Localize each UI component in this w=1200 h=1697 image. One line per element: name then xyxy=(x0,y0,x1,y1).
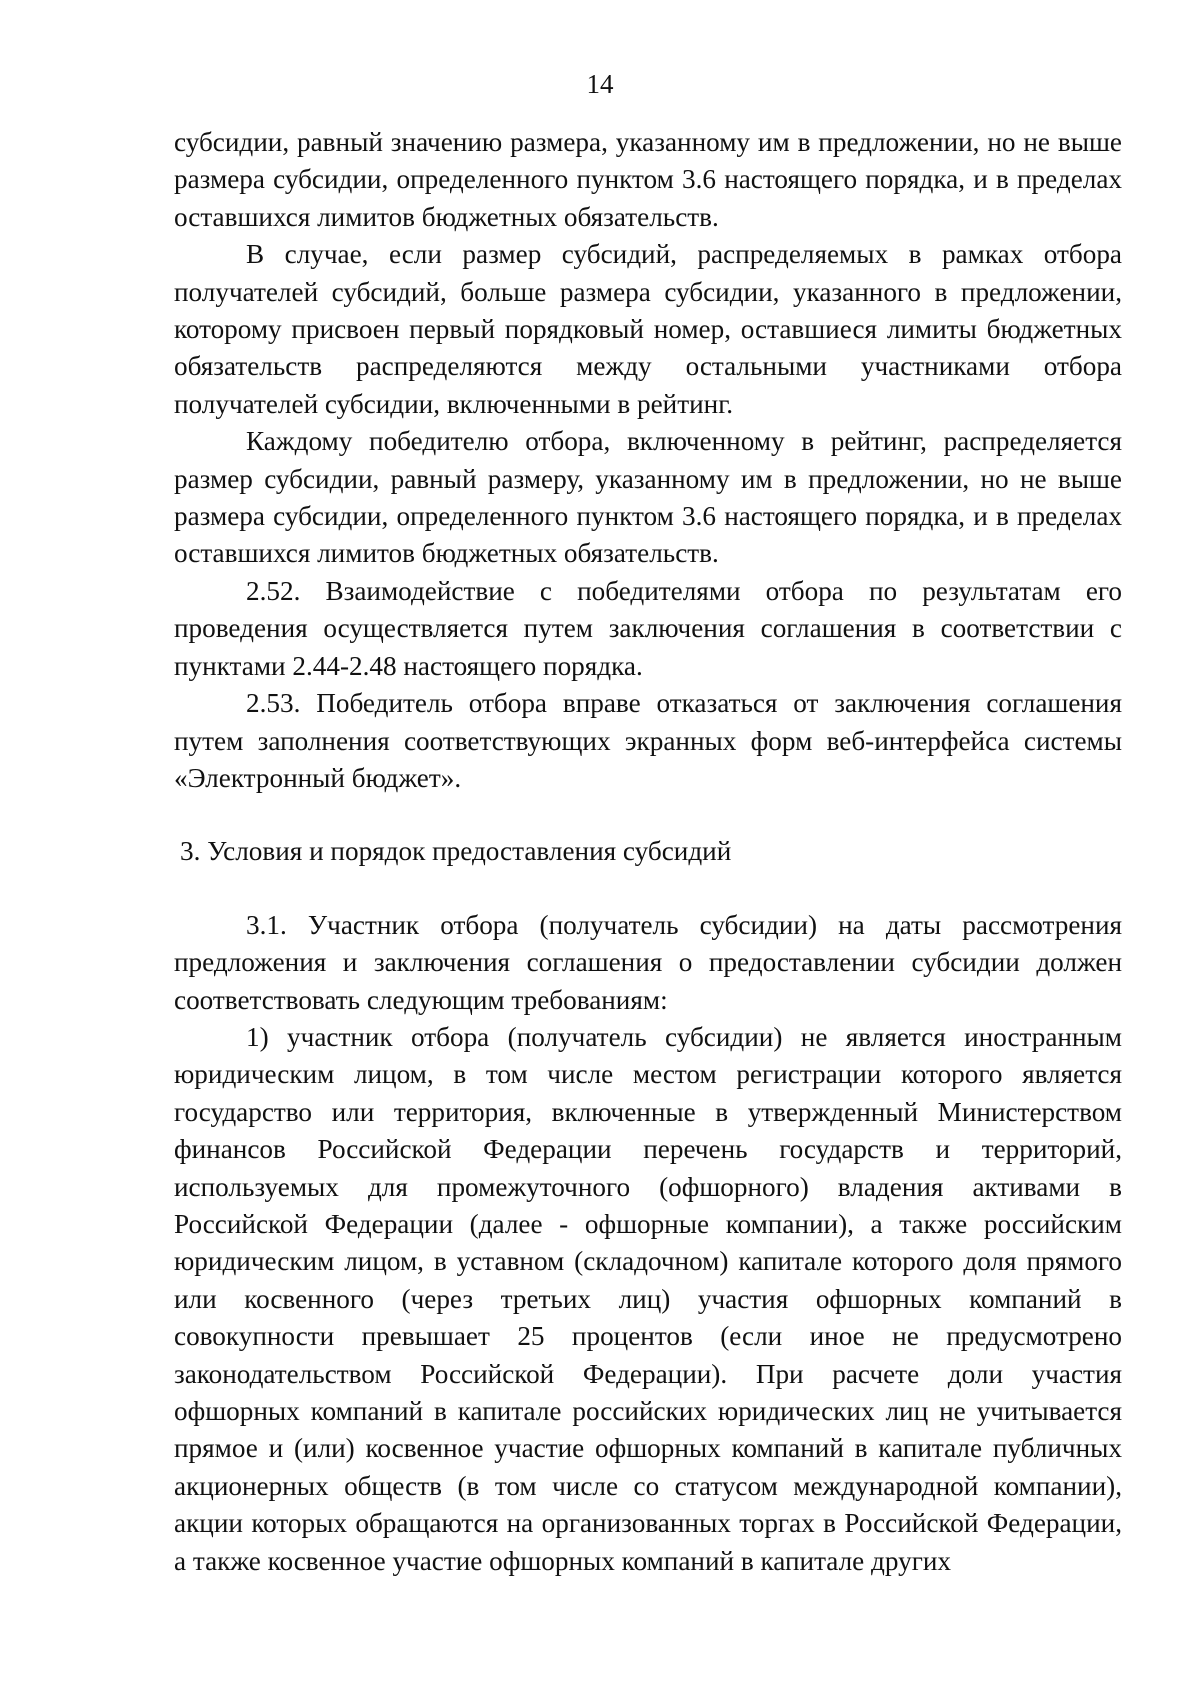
page-number: 14 xyxy=(586,69,614,99)
paragraph-3-1: 3.1. Участник отбора (получатель субсидии) на даты рассмотрения предложения и заключения соглашения о предоставлении субсидии должен соответствовать следующим требованиям: xyxy=(174,909,1122,1015)
paragraph: Каждому победителю отбора, включенному в рейтинг, распределяется размер субсидии, равный размеру, указанному им в предложении, но не выше размера субсидии, определенного пунктом 3.6 настоящего порядка, и в пределах оставшихся лимитов бюджетных обязательств. xyxy=(174,426,1122,569)
paragraph: В случае, если размер субсидий, распределяемых в рамках отбора получателей субсидий, больше размера субсидии, указанного в предложении, которому присвоен первый порядковый номер, оставшиеся лимиты бюджетных обязательств распределяются между остальными участниками отбора получателей субсидии, включенными в рейтинг. xyxy=(174,239,1122,419)
paragraph-2-52: 2.52. Взаимодействие с победителями отбора по результатам его проведения осуществляется путем заключения соглашения в соответствии с пунктами 2.44-2.48 настоящего порядка. xyxy=(174,575,1122,681)
document-body xyxy=(174,124,1122,1580)
paragraph-2-53: 2.53. Победитель отбора вправе отказаться от заключения соглашения путем заполнения соответствующих экранных форм веб-интерфейса системы «Электронный бюджет». xyxy=(174,688,1122,793)
paragraph-continuation: субсидии, равный значению размера, указанному им в предложении, но не выше размера субсидии, определенного пунктом 3.6 настоящего порядка, и в пределах оставшихся лимитов бюджетных обязательств. xyxy=(174,127,1122,232)
section-heading: 3. Условия и порядок предоставления субсидий xyxy=(180,836,732,867)
paragraph-requirement-1: 1) участник отбора (получатель субсидии) не является иностранным юридическим лицом, в том числе местом регистрации которого является государство или территория, включенные в утвержденный Министерством финансов Российской Федерации перечень государств и территорий, используемых для промежуточного (офшорного) владения активами в Российской Федерации (далее - офшорные компании), а также российским юридическим лицом, в уставном (складочном) капитале которого доля прямого или косвенного (через третьих лиц) участия офшорных компаний в совокупности превышает 25 процентов (если иное не предусмотрено законодательством Российской Федерации). При расчете доли участия офшорных компаний в капитале российских юридических лиц не учитывается прямое и (или) косвенное участие офшорных компаний в капитале публичных акционерных обществ (в том числе со статусом международной компании), акции которых обращаются на организованных торгах в Российской Федерации, а также косвенное участие офшорных компаний в капитале других xyxy=(174,1021,1122,1576)
